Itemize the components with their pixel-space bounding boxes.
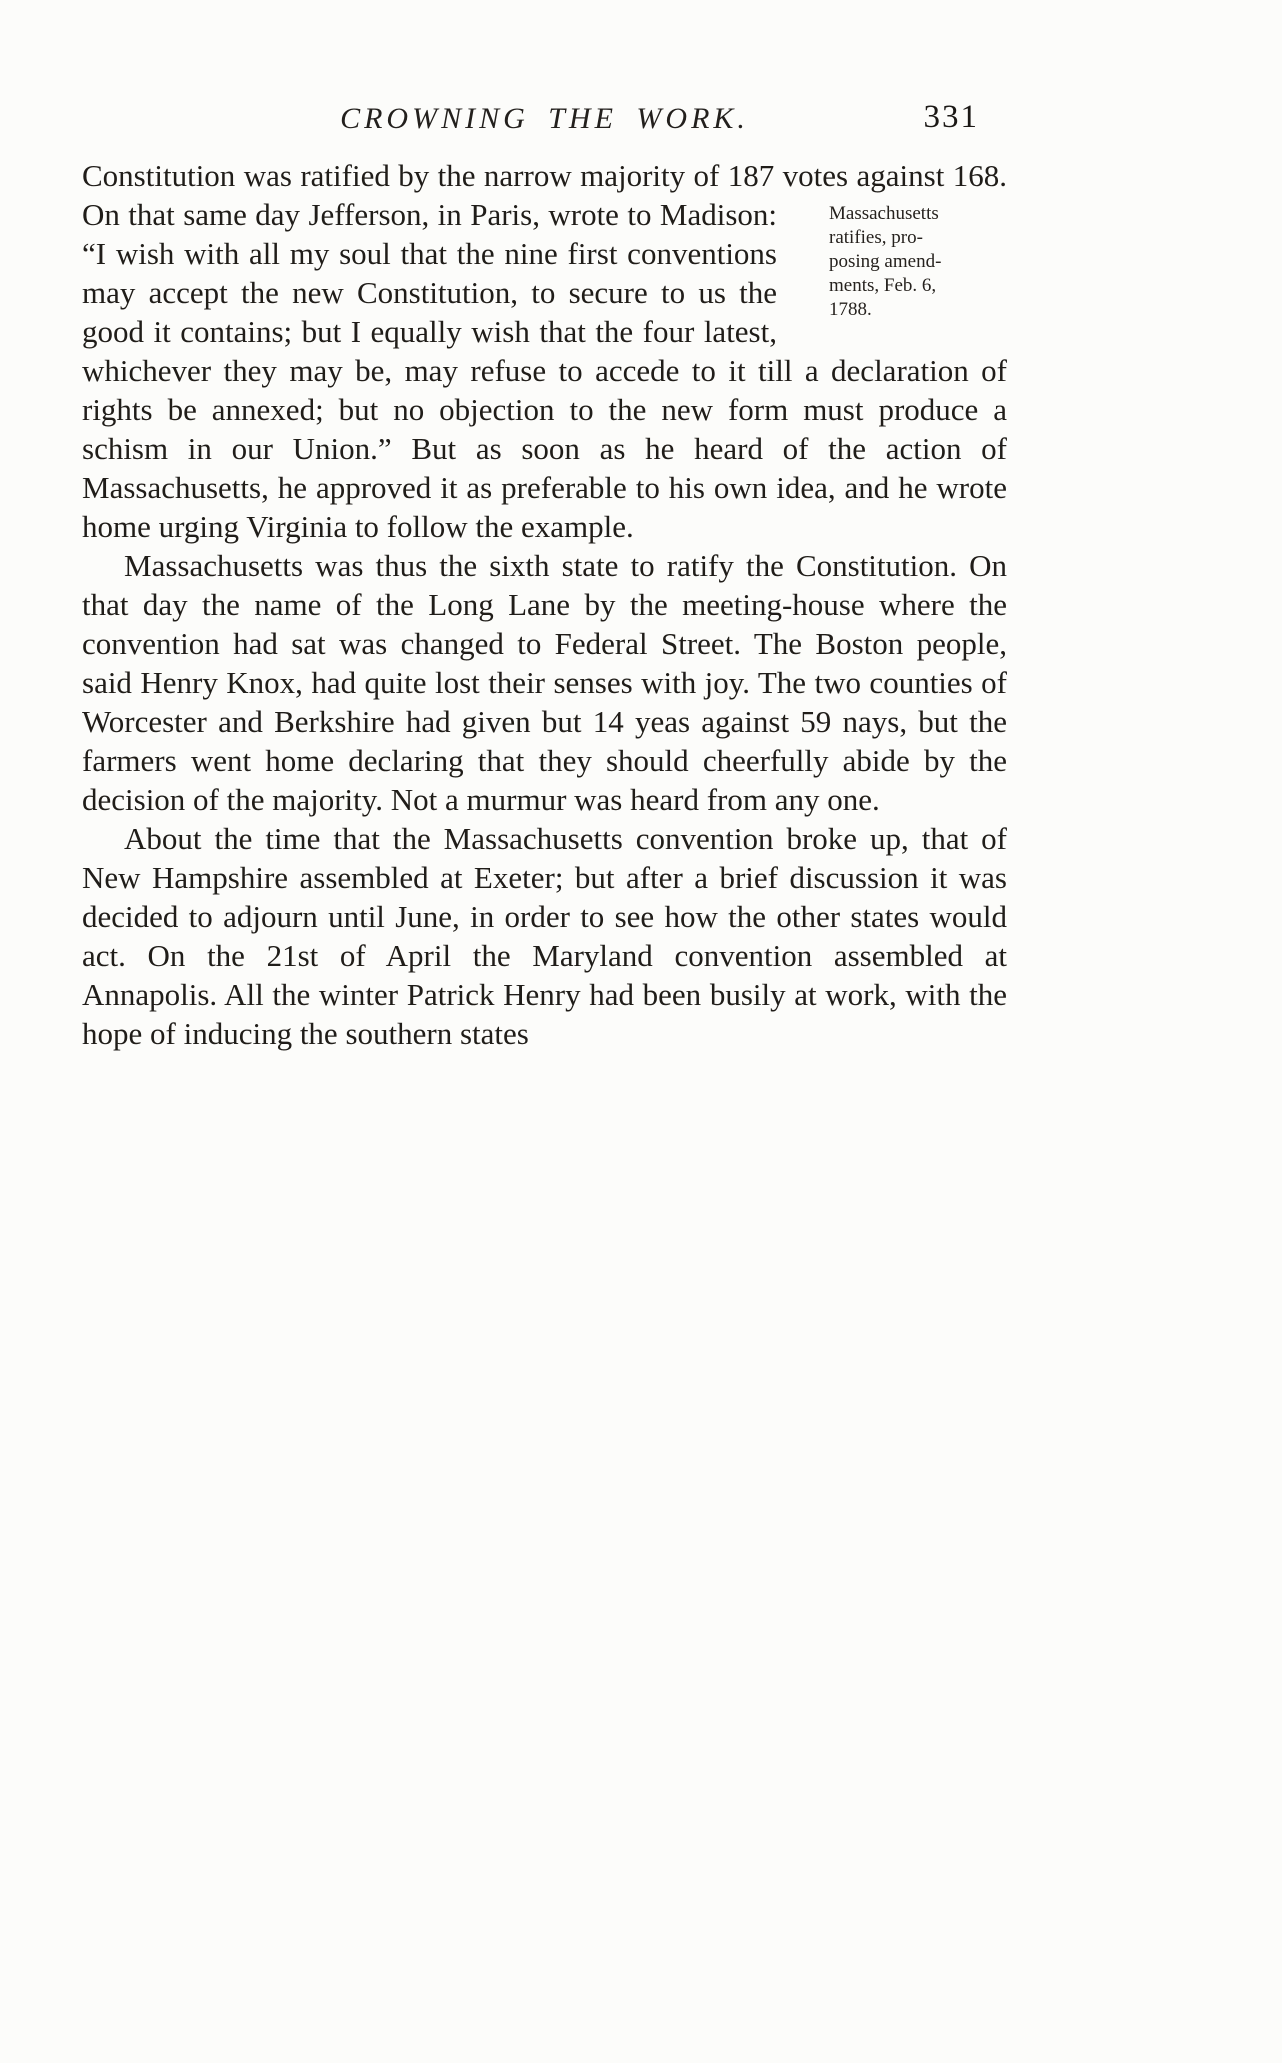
sidenote-line: posing amend-: [829, 251, 942, 272]
sidenote-line: Massachusetts: [829, 203, 939, 224]
running-title: CROWNING THE WORK.: [340, 102, 749, 135]
page-header: [82, 99, 1007, 146]
sidenote-line: ments, Feb. 6,: [829, 275, 937, 296]
sidenote-line: 1788.: [829, 299, 872, 320]
sidenote-line: ratifies, pro-: [829, 227, 923, 248]
paragraph-2: Massachusetts was thus the sixth state to ratify the Constitution. On that day the name of the Long Lane by the meeting-house where the convention had sat was changed to Federal Street. The Boston people, said Henry Knox, had quite lost their senses with joy. The two counties of Worcester and Berkshire had given but 14 yeas against 59 nays, but the farmers went home declaring that they should cheerfully abide by the decision of the majority. Not a murmur was heard from any one.: [82, 548, 1007, 817]
text-block: [82, 156, 1007, 1053]
paragraph-1: Constitution was ratified by the narrow majority of 187 votes against 168. On that same day Jefferson, in Paris, wrote to Madison: “I wish with all my soul that the nine first conventions may accept the new Constitution, to secure to us the good it contains; but I equally wish that the four latest, whichever they may be, may refuse to accede to it till a declaration of rights be annexed; but no objection to the new form must produce a schism in our Union.” But as soon as he heard of the action of Massachusetts, he approved it as preferable to his own idea, and he wrote home urging Virginia to follow the example.: [82, 158, 1007, 544]
sidenote: [829, 196, 1007, 322]
page-number: 331: [923, 99, 979, 135]
paragraph-3: About the time that the Massachusetts convention broke up, that of New Hampshire assembled at Exeter; but after a brief discussion it was decided to adjourn until June, in order to see how the other states would act. On the 21st of April the Maryland convention assembled at Annapolis. All the winter Patrick Henry had been busily at work, with the hope of inducing the southern states: [82, 821, 1007, 1051]
